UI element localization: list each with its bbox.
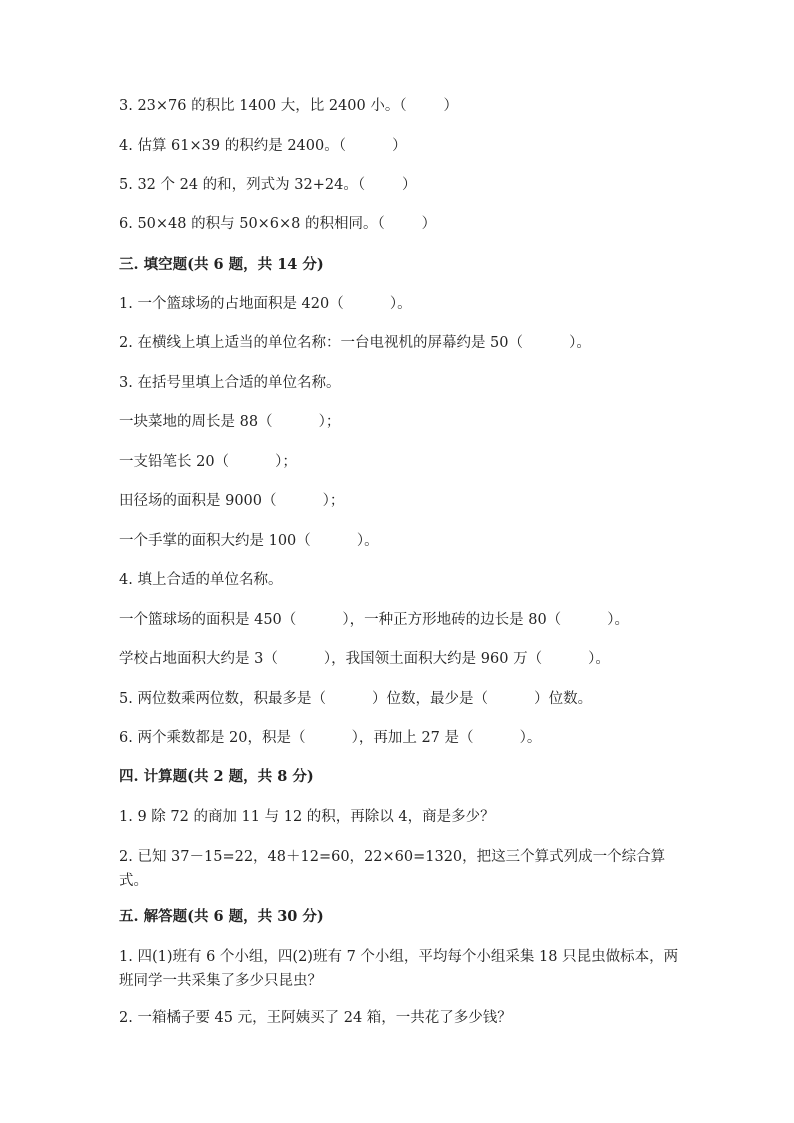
fill-item-4-sub-1: 一个篮球场的面积是 450（ ），一种正方形地砖的边长是 80（ ）。 (119, 612, 630, 628)
section-heading-calculation: 四. 计算题(共 2 题，共 8 分) (119, 768, 314, 785)
judge-item-6: 6. 50×48 的积与 50×6×8 的积相同。（ ） (119, 216, 437, 232)
calc-item-2: 2. 已知 37－15=22，48＋12=60，22×60=1320，把这三个算式列成一个综合算式。 (119, 849, 666, 889)
fill-item-3-sub-4: 一个手掌的面积大约是 100（ ）。 (119, 533, 379, 549)
fill-item-4-sub-2: 学校占地面积大约是 3（ ），我国领土面积大约是 960 万（ ）。 (119, 651, 610, 667)
fill-item-5: 5. 两位数乘两位数，积最多是（ ）位数，最少是（ ）位数。 (119, 691, 593, 707)
fill-item-6: 6. 两个乘数都是 20，积是（ ），再加上 27 是（ ）。 (119, 730, 542, 746)
fill-item-4: 4. 填上合适的单位名称。 (119, 572, 283, 588)
judge-item-3: 3. 23×76 的积比 1400 大，比 2400 小。（ ） (119, 98, 458, 114)
judge-item-5: 5. 32 个 24 的和，列式为 32+24。（ ） (119, 177, 417, 193)
fill-item-3-sub-3: 田径场的面积是 9000（ ）； (119, 493, 345, 509)
calc-item-1: 1. 9 除 72 的商加 11 与 12 的积，再除以 4，商是多少？ (119, 809, 495, 825)
section-heading-word-problems: 五. 解答题(共 6 题，共 30 分) (119, 908, 324, 925)
word-problem-1: 1. 四(1)班有 6 个小组，四(2)班有 7 个小组，平均每个小组采集 18 只昆虫做标本，两班同学一共采集了多少只昆虫？ (119, 949, 679, 989)
fill-item-1: 1. 一个篮球场的占地面积是 420（ ）。 (119, 296, 412, 312)
fill-item-3-sub-2: 一支铅笔长 20（ ）； (119, 454, 297, 470)
fill-item-2: 2. 在横线上填上适当的单位名称：一台电视机的屏幕约是 50（ ）。 (119, 335, 591, 351)
word-problem-2: 2. 一箱橘子要 45 元，王阿姨买了 24 箱，一共花了多少钱？ (119, 1010, 512, 1026)
judge-item-4: 4. 估算 61×39 的积约是 2400。（ ） (119, 138, 407, 154)
fill-item-3: 3. 在括号里填上合适的单位名称。 (119, 375, 341, 391)
fill-item-3-sub-1: 一块菜地的周长是 88（ ）； (119, 414, 341, 430)
section-heading-fill-blank: 三. 填空题(共 6 题，共 14 分) (119, 256, 324, 273)
